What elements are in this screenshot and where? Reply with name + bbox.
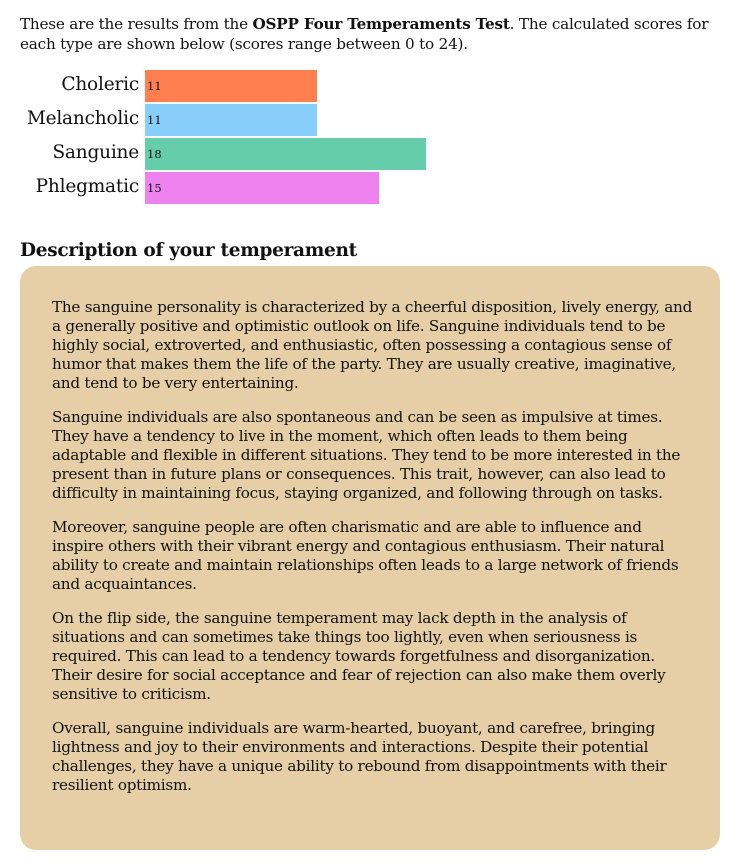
description-heading: Description of your temperament: [20, 240, 357, 262]
category-label-melancholic: Melancholic: [26, 108, 139, 129]
description-paragraph: Overall, sanguine individuals are warm-hearted, buoyant, and carefree, bringing lightness and joy to their environments and interactions. Despite their potential challenges, they have a unique ability to rebound from disappointments with their resilient optimism.: [52, 719, 667, 794]
intro-suffix: . The calculated scores for each type are shown below (scores range between 0 to 24).: [20, 15, 709, 53]
description-paragraph: Sanguine individuals are also spontaneous and can be seen as impulsive at times. They have a tendency to live in the moment, which often leads to them being adaptable and flexible in different situations. They tend to be more interested in the present than in future plans or consequences. This trait, however, can also lead to difficulty in maintaining focus, staying organized, and following through on tasks.: [52, 408, 681, 502]
bar-value-choleric: 11: [147, 79, 162, 93]
bar-phlegmatic: [145, 172, 379, 204]
description-paragraph: The sanguine personality is characterized by a cheerful disposition, lively energy, and a generally positive and optimistic outlook on life. Sanguine individuals tend to be highly social, extroverted, and enthusiastic, often possessing a contagious sense of humor that makes them the life of the party. They are usually creative, imaginative, and tend to be very entertaining.: [52, 298, 693, 392]
bar-choleric: [145, 70, 317, 102]
chart-row-melancholic: [0, 102, 735, 136]
description-paragraph: On the flip side, the sanguine temperament may lack depth in the analysis of situations and can sometimes take things too lightly, even when seriousness is required. This can lead to a tendency towards forgetfulness and disorganization. Their desire for social acceptance and fear of rejection can also make them overly sensitive to criticism.: [52, 609, 666, 703]
intro-prefix: These are the results from the: [20, 15, 253, 33]
bar-sanguine: [145, 138, 426, 170]
description-paragraph: Moreover, sanguine people are often charismatic and are able to influence and inspire others with their vibrant energy and contagious enthusiasm. Their natural ability to create and maintain relationships often leads to a large network of friends and acquaintances.: [52, 518, 679, 593]
bar-melancholic: [145, 104, 317, 136]
chart-row-sanguine: [0, 136, 735, 170]
category-label-sanguine: Sanguine: [52, 142, 139, 163]
test-name: OSPP Four Temperaments Test: [252, 15, 510, 33]
intro-text: [20, 14, 720, 54]
description-box: [20, 266, 720, 850]
bar-value-sanguine: 18: [147, 147, 162, 161]
category-label-choleric: Choleric: [61, 74, 139, 95]
chart-row-choleric: [0, 68, 735, 102]
category-label-phlegmatic: Phlegmatic: [35, 176, 139, 197]
chart-row-phlegmatic: [0, 170, 735, 204]
bar-value-melancholic: 11: [147, 113, 162, 127]
bar-value-phlegmatic: 15: [147, 181, 162, 195]
